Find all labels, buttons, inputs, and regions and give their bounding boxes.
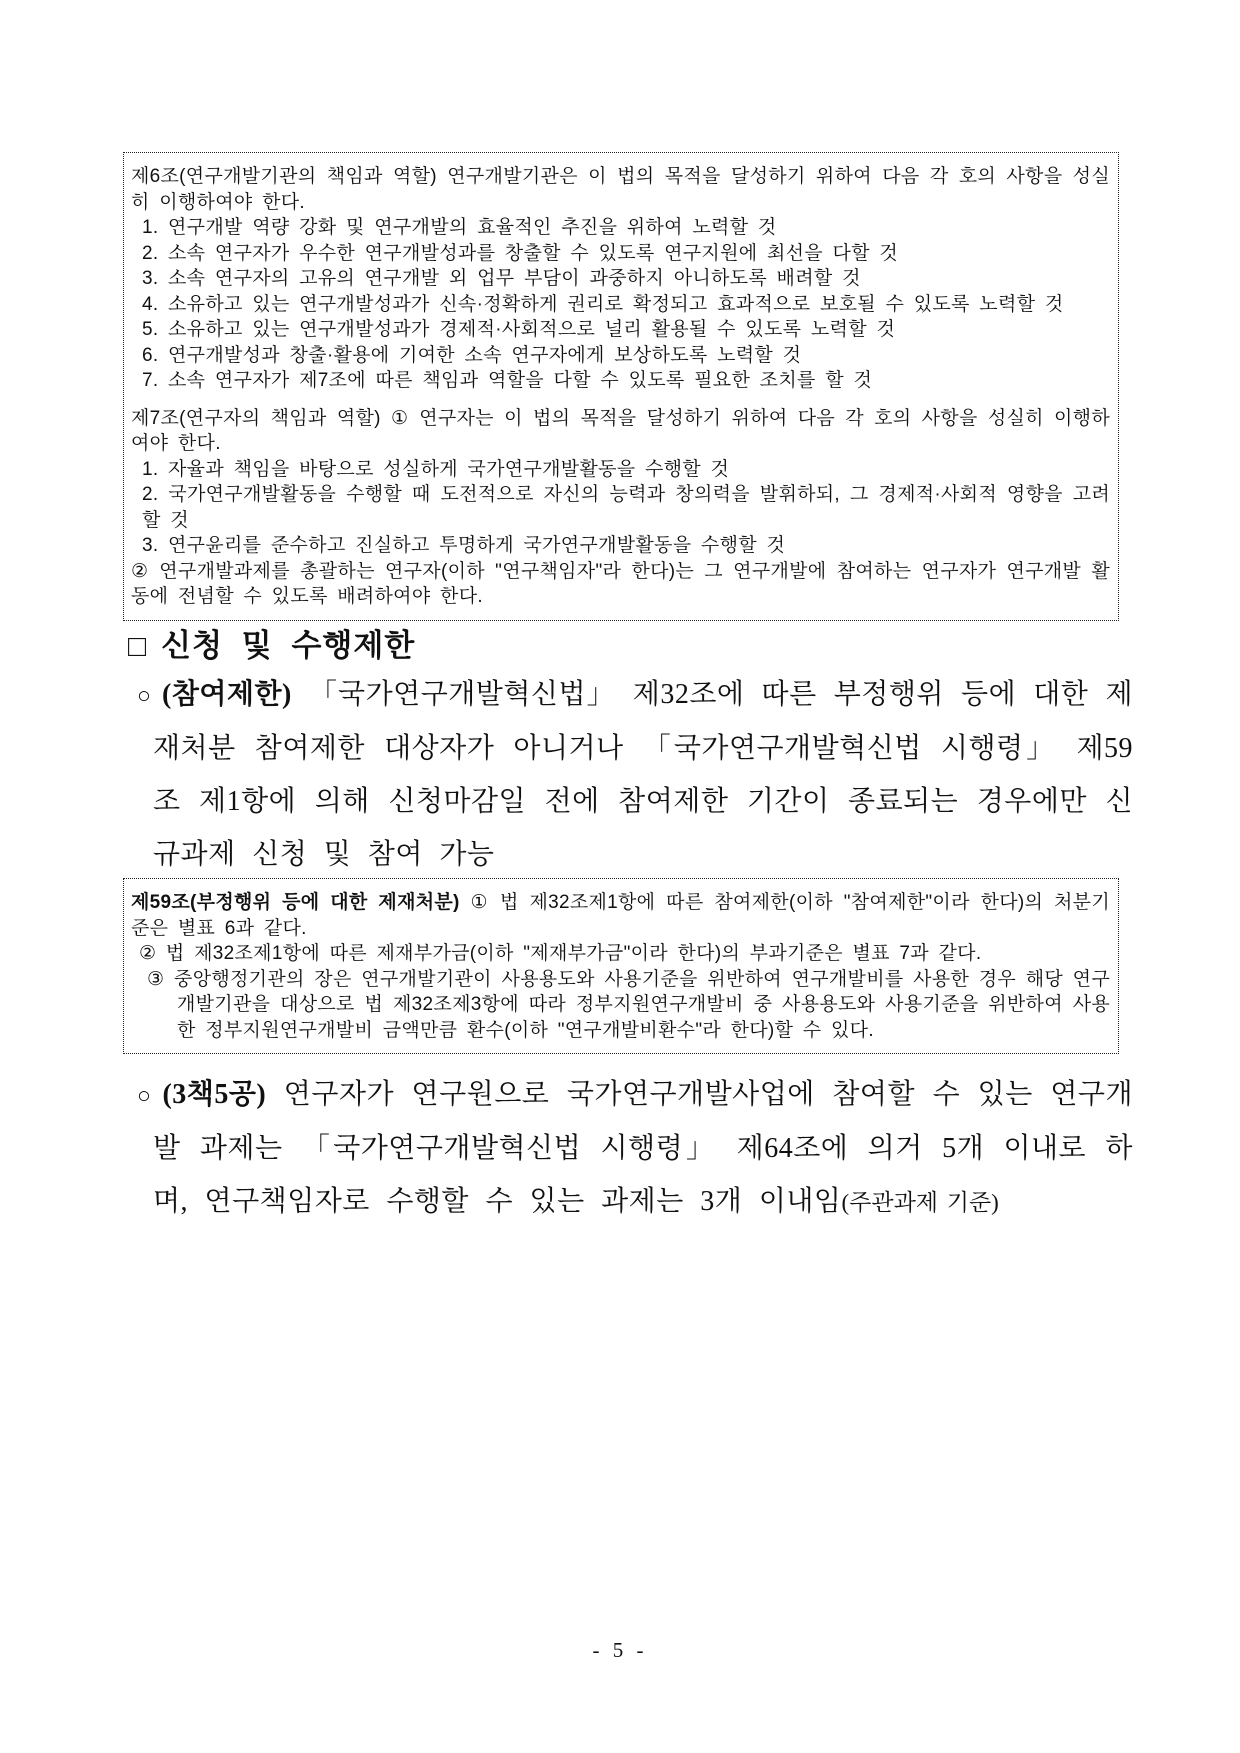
article6-intro: 연구개발기관은 이 법의 목적을 달성하기 위하여 다음 각 호의 사항을 성실히 이행하여야 한다. [131, 166, 1110, 213]
article59-para1: ① 법 제32조제1항에 따른 참여제한(이하 "참여제한"이라 한다)의 처분기준은 별표 6과 같다. [131, 892, 1110, 939]
article59-paragraph-3: ③ 중앙행정기관의 장은 연구개발기관이 사용용도와 사용기준을 위반하여 연구개발비를 사용한 경우 해당 연구개발기관을 대상으로 법 제32조제3항에 따라 정부지원연구개발비 중 사용용도와 사용기준을 위반하여 사용한 정부지원연구개발비 금액만큼 환수(이하 "연구개발비환수"라 한다)할 수 있다. [147, 968, 1110, 1041]
article6-item: 4. 소유하고 있는 연구개발성과가 신속·정확하게 권리로 확정되고 효과적으로 보호될 수 있도록 노력할 것 [142, 293, 1064, 315]
bullet-participation-restriction [137, 668, 1133, 881]
bullet-three-five-rule [137, 1068, 1133, 1229]
bullet-label: (참여제한) [162, 679, 292, 710]
section-heading [128, 620, 415, 665]
article6-item: 7. 소속 연구자가 제7조에 따른 책임과 역할을 다할 수 있도록 필요한 조치를 할 것 [142, 370, 873, 391]
square-bullet-icon: □ [128, 630, 148, 663]
law-box-article-59 [123, 878, 1119, 1054]
law-box-article-6-7 [123, 152, 1119, 621]
article7-intro-paragraph [131, 406, 1110, 457]
article6-item: 3. 소속 연구자의 고유의 연구개발 외 업무 부담이 과중하지 아니하도록 배려할 것 [142, 268, 861, 289]
circle-bullet-icon: ○ [137, 1083, 153, 1108]
bullet-suffix-note: (주관과제 기준) [841, 1190, 999, 1215]
article7-title: 제7조(연구자의 책임과 역할) [131, 407, 381, 429]
bullet-text: 연구자가 연구원으로 국가연구개발사업에 참여할 수 있는 연구개발 과제는 「국가연구개발혁신법 시행령」 제64조에 의거 5개 이내로 하며, 연구책임자로 수행할 수 있는 과제는 3개 이내임 [153, 1079, 1133, 1217]
article7-item: 3. 연구윤리를 준수하고 진실하고 투명하게 국가연구개발활동을 수행할 것 [142, 535, 786, 556]
page-number: - 5 - [592, 1638, 648, 1662]
article6-item: 5. 소유하고 있는 연구개발성과가 경제적·사회적으로 널리 활용될 수 있도록 노력할 것 [142, 319, 896, 340]
circle-bullet-icon: ○ [137, 683, 152, 708]
article59-title: 제59조(부정행위 등에 대한 제재처분) [131, 892, 460, 913]
article59-paragraph-1 [131, 890, 1110, 941]
article7-paragraph-2: ② 연구개발과제를 총괄하는 연구자(이하 "연구책임자"라 한다)는 그 연구개발에 참여하는 연구자가 연구개발 활동에 전념할 수 있도록 배려하여야 한다. [131, 560, 1110, 607]
article59-paragraph-2: ② 법 제32조제1항에 따른 제재부가금(이하 "제재부가금"이라 한다)의 부과기준은 별표 7과 같다. [139, 943, 982, 964]
article7-intro: ① 연구자는 이 법의 목적을 달성하기 위하여 다음 각 호의 사항을 성실히 이행하여야 한다. [131, 407, 1110, 454]
article7-item: 2. 국가연구개발활동을 수행할 때 도전적으로 자신의 능력과 창의력을 발휘하되, 그 경제적·사회적 영향을 고려할 것 [142, 484, 1110, 531]
article6-item: 2. 소속 연구자가 우수한 연구개발성과를 창출할 수 있도록 연구지원에 최선을 다할 것 [142, 242, 899, 264]
article6-item: 1. 연구개발 역량 강화 및 연구개발의 효율적인 추진을 위하여 노력할 것 [142, 217, 777, 238]
section-title: 신청 및 수행제한 [161, 628, 416, 663]
bullet-label: (3책5공) [162, 1079, 267, 1110]
bullet-text: 「국가연구개발혁신법」 제32조에 따른 부정행위 등에 대한 제재처분 참여제한 대상자가 아니거나 「국가연구개발혁신법 시행령」 제59조 제1항에 의해 신청마감일 전에 참여제한 기간이 종료되는 경우에만 신규과제 신청 및 참여 가능 [153, 679, 1133, 870]
article7-item: 1. 자율과 책임을 바탕으로 성실하게 국가연구개발활동을 수행할 것 [142, 458, 730, 480]
article6-title: 제6조(연구개발기관의 책임과 역할) [131, 166, 437, 187]
article6-item: 6. 연구개발성과 창출·활용에 기여한 소속 연구자에게 보상하도록 노력할 것 [142, 344, 802, 366]
article6-intro-paragraph [131, 164, 1110, 215]
